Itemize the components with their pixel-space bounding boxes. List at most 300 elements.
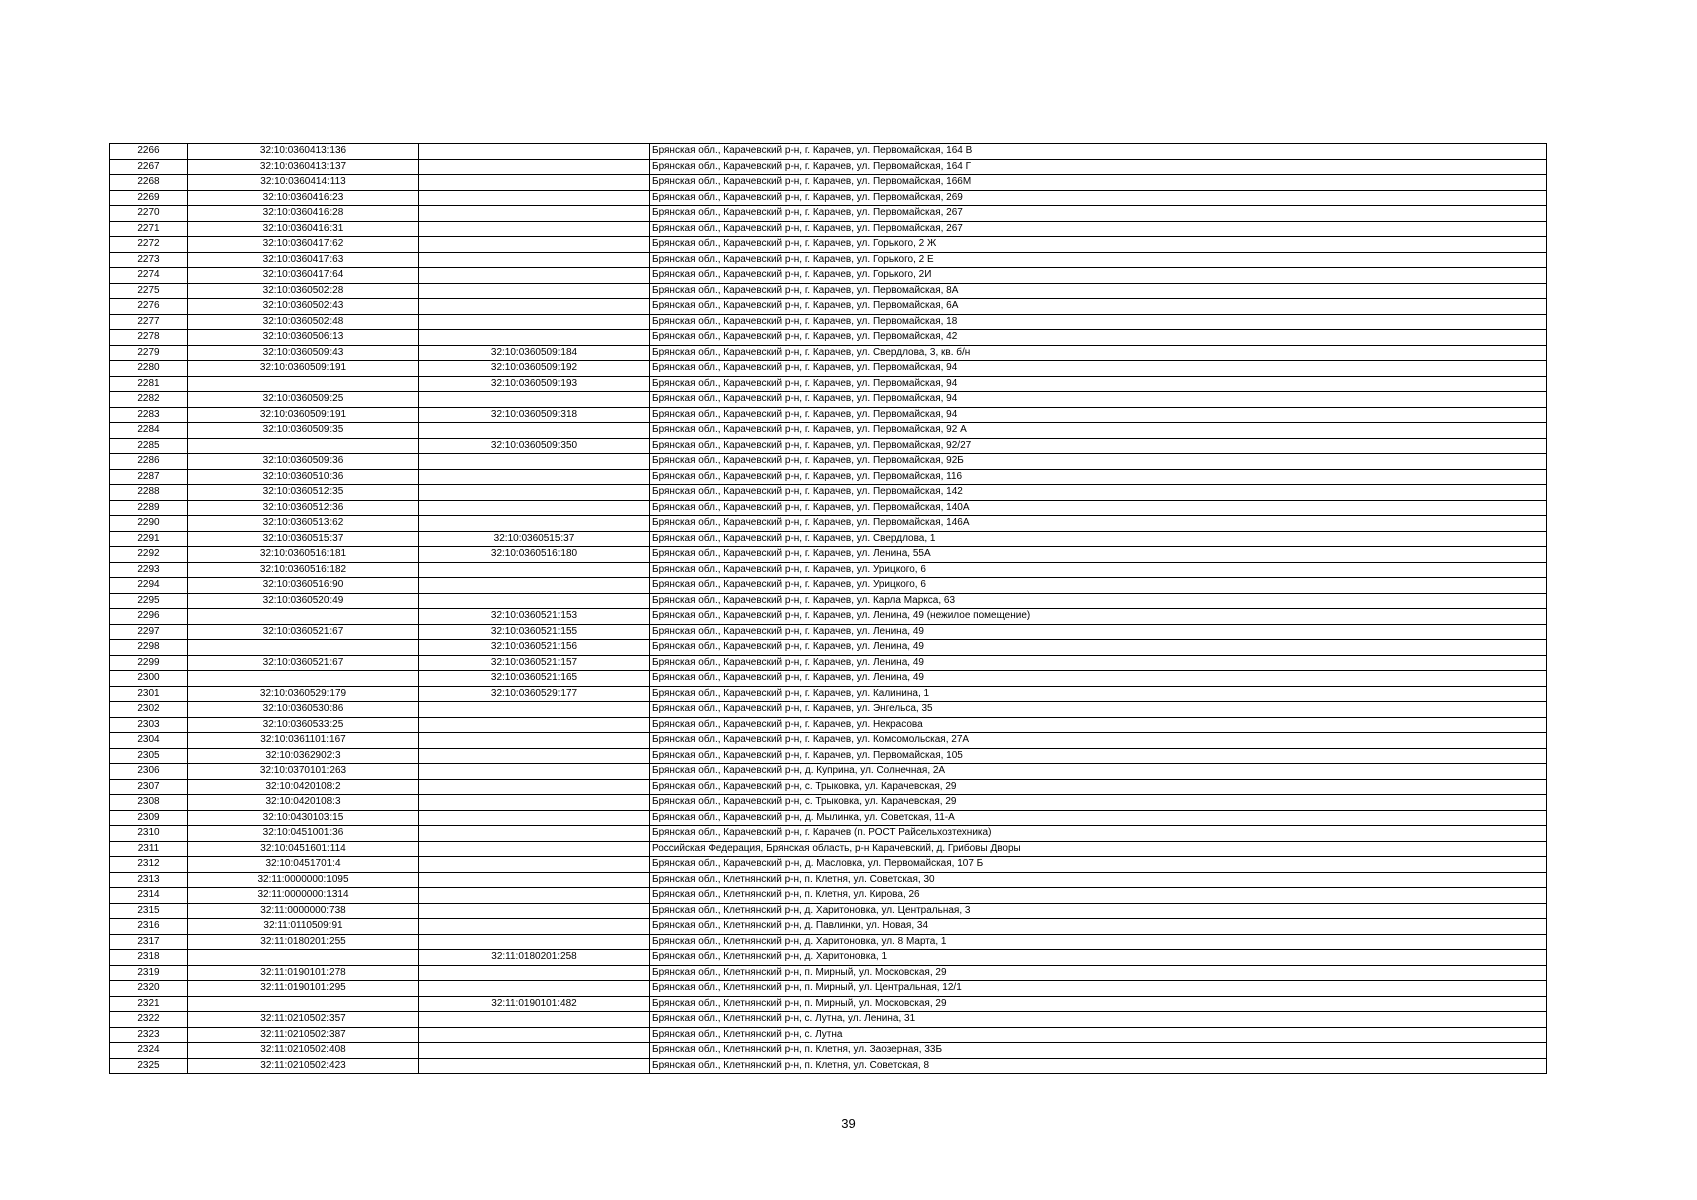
row-number-cell: 2293 bbox=[110, 562, 188, 578]
cadastral-number-cell: 32:11:0210502:408 bbox=[188, 1043, 419, 1059]
cadastral-number-cell: 32:10:0360414:113 bbox=[188, 175, 419, 191]
row-number-cell: 2321 bbox=[110, 996, 188, 1012]
cadastral-number-cell bbox=[188, 671, 419, 687]
row-number-cell: 2297 bbox=[110, 624, 188, 640]
table-row bbox=[110, 190, 1547, 206]
row-number-cell: 2282 bbox=[110, 392, 188, 408]
cadastral-number-cell: 32:11:0210502:423 bbox=[188, 1058, 419, 1074]
table-row bbox=[110, 345, 1547, 361]
table-row bbox=[110, 516, 1547, 532]
address-cell: Брянская обл., Клетнянский р-н, д. Харитоновка, ул. 8 Марта, 1 bbox=[650, 934, 1547, 950]
related-cadastral-number-cell bbox=[419, 144, 650, 160]
table-row bbox=[110, 221, 1547, 237]
row-number-cell: 2319 bbox=[110, 965, 188, 981]
cadastral-number-cell: 32:11:0110509:91 bbox=[188, 919, 419, 935]
row-number-cell: 2274 bbox=[110, 268, 188, 284]
row-number-cell: 2312 bbox=[110, 857, 188, 873]
address-cell: Брянская обл., Карачевский р-н, г. Карачев, ул. Урицкого, 6 bbox=[650, 562, 1547, 578]
table-row bbox=[110, 996, 1547, 1012]
row-number-cell: 2308 bbox=[110, 795, 188, 811]
row-number-cell: 2295 bbox=[110, 593, 188, 609]
table-row bbox=[110, 1027, 1547, 1043]
table-row bbox=[110, 981, 1547, 997]
related-cadastral-number-cell bbox=[419, 795, 650, 811]
row-number-cell: 2298 bbox=[110, 640, 188, 656]
table-row bbox=[110, 330, 1547, 346]
row-number-cell: 2322 bbox=[110, 1012, 188, 1028]
related-cadastral-number-cell bbox=[419, 500, 650, 516]
address-cell: Брянская обл., Карачевский р-н, г. Карачев, ул. Первомайская, 92/27 bbox=[650, 438, 1547, 454]
row-number-cell: 2313 bbox=[110, 872, 188, 888]
address-cell: Брянская обл., Клетнянский р-н, п. Клетня, ул. Советская, 30 bbox=[650, 872, 1547, 888]
table-row bbox=[110, 392, 1547, 408]
cadastral-number-cell: 32:10:0360502:43 bbox=[188, 299, 419, 315]
table-row bbox=[110, 500, 1547, 516]
related-cadastral-number-cell bbox=[419, 159, 650, 175]
address-cell: Брянская обл., Клетнянский р-н, д. Харитоновка, ул. Центральная, 3 bbox=[650, 903, 1547, 919]
related-cadastral-number-cell: 32:11:0190101:482 bbox=[419, 996, 650, 1012]
table-row bbox=[110, 593, 1547, 609]
table-row bbox=[110, 469, 1547, 485]
row-number-cell: 2280 bbox=[110, 361, 188, 377]
row-number-cell: 2309 bbox=[110, 810, 188, 826]
cadastral-number-cell: 32:10:0361101:167 bbox=[188, 733, 419, 749]
cadastral-number-cell bbox=[188, 376, 419, 392]
table-row bbox=[110, 144, 1547, 160]
address-cell: Брянская обл., Карачевский р-н, г. Карачев, ул. Первомайская, 269 bbox=[650, 190, 1547, 206]
row-number-cell: 2278 bbox=[110, 330, 188, 346]
table-row bbox=[110, 919, 1547, 935]
cadastral-number-cell: 32:10:0360502:28 bbox=[188, 283, 419, 299]
table-row bbox=[110, 283, 1547, 299]
cadastral-number-cell: 32:10:0360509:191 bbox=[188, 361, 419, 377]
address-cell: Брянская обл., Клетнянский р-н, д. Харитоновка, 1 bbox=[650, 950, 1547, 966]
related-cadastral-number-cell bbox=[419, 841, 650, 857]
table-row bbox=[110, 702, 1547, 718]
table-row bbox=[110, 965, 1547, 981]
related-cadastral-number-cell bbox=[419, 206, 650, 222]
row-number-cell: 2325 bbox=[110, 1058, 188, 1074]
related-cadastral-number-cell: 32:10:0360515:37 bbox=[419, 531, 650, 547]
related-cadastral-number-cell bbox=[419, 237, 650, 253]
cadastral-number-cell: 32:10:0451701:4 bbox=[188, 857, 419, 873]
cadastral-number-cell: 32:10:0360506:13 bbox=[188, 330, 419, 346]
cadastral-number-cell: 32:10:0360417:63 bbox=[188, 252, 419, 268]
table-row bbox=[110, 423, 1547, 439]
address-cell: Брянская обл., Клетнянский р-н, п. Клетня, ул. Заозерная, 33Б bbox=[650, 1043, 1547, 1059]
address-cell: Брянская обл., Карачевский р-н, г. Карачев, ул. Горького, 2 Е bbox=[650, 252, 1547, 268]
cadastral-number-cell: 32:10:0360509:191 bbox=[188, 407, 419, 423]
address-cell: Брянская обл., Карачевский р-н, г. Карачев, ул. Первомайская, 164 В bbox=[650, 144, 1547, 160]
row-number-cell: 2283 bbox=[110, 407, 188, 423]
address-cell: Брянская обл., Карачевский р-н, г. Карачев, ул. Первомайская, 116 bbox=[650, 469, 1547, 485]
related-cadastral-number-cell bbox=[419, 826, 650, 842]
cadastral-number-cell: 32:11:0190101:278 bbox=[188, 965, 419, 981]
related-cadastral-number-cell bbox=[419, 779, 650, 795]
table-row bbox=[110, 950, 1547, 966]
address-cell: Брянская обл., Карачевский р-н, г. Карачев, ул. Первомайская, 267 bbox=[650, 206, 1547, 222]
address-cell: Брянская обл., Карачевский р-н, г. Карачев, ул. Ленина, 49 bbox=[650, 624, 1547, 640]
table-row bbox=[110, 299, 1547, 315]
cadastral-number-cell: 32:10:0360509:25 bbox=[188, 392, 419, 408]
address-cell: Брянская обл., Карачевский р-н, г. Карачев, ул. Первомайская, 94 bbox=[650, 361, 1547, 377]
cadastral-number-cell: 32:10:0360516:90 bbox=[188, 578, 419, 594]
table-row bbox=[110, 1058, 1547, 1074]
row-number-cell: 2315 bbox=[110, 903, 188, 919]
table-row bbox=[110, 531, 1547, 547]
address-cell: Брянская обл., Карачевский р-н, д. Куприна, ул. Солнечная, 2А bbox=[650, 764, 1547, 780]
row-number-cell: 2300 bbox=[110, 671, 188, 687]
related-cadastral-number-cell: 32:10:0360521:153 bbox=[419, 609, 650, 625]
row-number-cell: 2318 bbox=[110, 950, 188, 966]
cadastral-number-cell: 32:10:0430103:15 bbox=[188, 810, 419, 826]
row-number-cell: 2307 bbox=[110, 779, 188, 795]
row-number-cell: 2294 bbox=[110, 578, 188, 594]
address-cell: Брянская обл., Карачевский р-н, г. Карачев, ул. Первомайская, 142 bbox=[650, 485, 1547, 501]
row-number-cell: 2286 bbox=[110, 454, 188, 470]
cadastral-number-cell: 32:11:0000000:738 bbox=[188, 903, 419, 919]
table-row bbox=[110, 733, 1547, 749]
cadastral-number-cell: 32:10:0360521:67 bbox=[188, 624, 419, 640]
related-cadastral-number-cell bbox=[419, 221, 650, 237]
cadastral-number-cell: 32:10:0362902:3 bbox=[188, 748, 419, 764]
cadastral-number-cell: 32:11:0000000:1314 bbox=[188, 888, 419, 904]
related-cadastral-number-cell: 32:10:0360516:180 bbox=[419, 547, 650, 563]
address-cell: Брянская обл., Клетнянский р-н, п. Клетня, ул. Кирова, 26 bbox=[650, 888, 1547, 904]
related-cadastral-number-cell bbox=[419, 283, 650, 299]
row-number-cell: 2292 bbox=[110, 547, 188, 563]
table-row bbox=[110, 624, 1547, 640]
related-cadastral-number-cell: 32:10:0360521:165 bbox=[419, 671, 650, 687]
table-row bbox=[110, 407, 1547, 423]
table-row bbox=[110, 1012, 1547, 1028]
row-number-cell: 2324 bbox=[110, 1043, 188, 1059]
row-number-cell: 2314 bbox=[110, 888, 188, 904]
address-cell: Брянская обл., Карачевский р-н, г. Карачев, ул. Некрасова bbox=[650, 717, 1547, 733]
cadastral-number-cell: 32:11:0000000:1095 bbox=[188, 872, 419, 888]
table-row bbox=[110, 609, 1547, 625]
row-number-cell: 2270 bbox=[110, 206, 188, 222]
cadastral-number-cell: 32:10:0360513:62 bbox=[188, 516, 419, 532]
table-row bbox=[110, 888, 1547, 904]
address-cell: Брянская обл., Карачевский р-н, г. Карачев, ул. Первомайская, 42 bbox=[650, 330, 1547, 346]
address-cell: Брянская обл., Карачевский р-н, г. Карачев (п. РОСТ Райсельхозтехника) bbox=[650, 826, 1547, 842]
table-row bbox=[110, 934, 1547, 950]
cadastral-number-cell: 32:11:0180201:255 bbox=[188, 934, 419, 950]
address-cell: Брянская обл., Карачевский р-н, г. Карачев, ул. Ленина, 49 bbox=[650, 671, 1547, 687]
row-number-cell: 2323 bbox=[110, 1027, 188, 1043]
cadastral-number-cell: 32:10:0360512:35 bbox=[188, 485, 419, 501]
related-cadastral-number-cell bbox=[419, 748, 650, 764]
related-cadastral-number-cell bbox=[419, 516, 650, 532]
row-number-cell: 2316 bbox=[110, 919, 188, 935]
address-cell: Брянская обл., Карачевский р-н, г. Карачев, ул. Первомайская, 6А bbox=[650, 299, 1547, 315]
related-cadastral-number-cell bbox=[419, 578, 650, 594]
related-cadastral-number-cell bbox=[419, 299, 650, 315]
address-cell: Брянская обл., Карачевский р-н, г. Карачев, ул. Свердлова, 3, кв. б/н bbox=[650, 345, 1547, 361]
address-cell: Брянская обл., Карачевский р-н, г. Карачев, ул. Первомайская, 94 bbox=[650, 392, 1547, 408]
row-number-cell: 2281 bbox=[110, 376, 188, 392]
address-cell: Брянская обл., Карачевский р-н, с. Трыковка, ул. Карачевская, 29 bbox=[650, 779, 1547, 795]
related-cadastral-number-cell bbox=[419, 733, 650, 749]
cadastral-number-cell: 32:10:0360502:48 bbox=[188, 314, 419, 330]
cadastral-number-cell: 32:10:0360417:64 bbox=[188, 268, 419, 284]
row-number-cell: 2284 bbox=[110, 423, 188, 439]
table-row bbox=[110, 640, 1547, 656]
row-number-cell: 2272 bbox=[110, 237, 188, 253]
address-cell: Брянская обл., Карачевский р-н, г. Карачев, ул. Энгельса, 35 bbox=[650, 702, 1547, 718]
table-row bbox=[110, 903, 1547, 919]
address-cell: Брянская обл., Карачевский р-н, д. Мылинка, ул. Советская, 11-А bbox=[650, 810, 1547, 826]
row-number-cell: 2296 bbox=[110, 609, 188, 625]
related-cadastral-number-cell bbox=[419, 268, 650, 284]
related-cadastral-number-cell bbox=[419, 810, 650, 826]
row-number-cell: 2287 bbox=[110, 469, 188, 485]
cadastral-number-cell: 32:10:0360530:86 bbox=[188, 702, 419, 718]
row-number-cell: 2268 bbox=[110, 175, 188, 191]
table-row bbox=[110, 764, 1547, 780]
row-number-cell: 2279 bbox=[110, 345, 188, 361]
address-cell: Брянская обл., Карачевский р-н, д. Масловка, ул. Первомайская, 107 Б bbox=[650, 857, 1547, 873]
related-cadastral-number-cell: 32:10:0360509:318 bbox=[419, 407, 650, 423]
row-number-cell: 2273 bbox=[110, 252, 188, 268]
address-cell: Брянская обл., Карачевский р-н, г. Карачев, ул. Свердлова, 1 bbox=[650, 531, 1547, 547]
registry-table bbox=[109, 143, 1547, 1074]
related-cadastral-number-cell bbox=[419, 903, 650, 919]
cadastral-number-cell bbox=[188, 609, 419, 625]
table-row bbox=[110, 376, 1547, 392]
related-cadastral-number-cell bbox=[419, 423, 650, 439]
page-number: 39 bbox=[841, 1116, 856, 1131]
row-number-cell: 2304 bbox=[110, 733, 188, 749]
address-cell: Брянская обл., Карачевский р-н, г. Карачев, ул. Горького, 2И bbox=[650, 268, 1547, 284]
row-number-cell: 2276 bbox=[110, 299, 188, 315]
cadastral-number-cell: 32:10:0360509:43 bbox=[188, 345, 419, 361]
related-cadastral-number-cell bbox=[419, 717, 650, 733]
address-cell: Брянская обл., Карачевский р-н, г. Карачев, ул. Первомайская, 8А bbox=[650, 283, 1547, 299]
table-row bbox=[110, 438, 1547, 454]
row-number-cell: 2266 bbox=[110, 144, 188, 160]
related-cadastral-number-cell bbox=[419, 562, 650, 578]
row-number-cell: 2303 bbox=[110, 717, 188, 733]
related-cadastral-number-cell: 32:10:0360509:192 bbox=[419, 361, 650, 377]
cadastral-number-cell: 32:10:0360413:136 bbox=[188, 144, 419, 160]
cadastral-number-cell: 32:10:0360509:36 bbox=[188, 454, 419, 470]
cadastral-number-cell: 32:11:0210502:357 bbox=[188, 1012, 419, 1028]
address-cell: Брянская обл., Клетнянский р-н, с. Лутна bbox=[650, 1027, 1547, 1043]
row-number-cell: 2291 bbox=[110, 531, 188, 547]
table-row bbox=[110, 454, 1547, 470]
address-cell: Брянская обл., Клетнянский р-н, с. Лутна, ул. Ленина, 31 bbox=[650, 1012, 1547, 1028]
cadastral-number-cell: 32:10:0420108:2 bbox=[188, 779, 419, 795]
related-cadastral-number-cell bbox=[419, 981, 650, 997]
related-cadastral-number-cell bbox=[419, 593, 650, 609]
cadastral-number-cell bbox=[188, 438, 419, 454]
row-number-cell: 2290 bbox=[110, 516, 188, 532]
address-cell: Брянская обл., Карачевский р-н, г. Карачев, ул. Первомайская, 146А bbox=[650, 516, 1547, 532]
cadastral-number-cell: 32:11:0210502:387 bbox=[188, 1027, 419, 1043]
cadastral-number-cell: 32:10:0370101:263 bbox=[188, 764, 419, 780]
registry-table-container bbox=[109, 143, 1547, 1074]
related-cadastral-number-cell bbox=[419, 888, 650, 904]
cadastral-number-cell: 32:10:0360529:179 bbox=[188, 686, 419, 702]
related-cadastral-number-cell: 32:10:0360521:155 bbox=[419, 624, 650, 640]
related-cadastral-number-cell bbox=[419, 1058, 650, 1074]
related-cadastral-number-cell: 32:10:0360521:157 bbox=[419, 655, 650, 671]
related-cadastral-number-cell bbox=[419, 764, 650, 780]
row-number-cell: 2310 bbox=[110, 826, 188, 842]
cadastral-number-cell: 32:10:0360416:28 bbox=[188, 206, 419, 222]
related-cadastral-number-cell bbox=[419, 469, 650, 485]
related-cadastral-number-cell: 32:11:0180201:258 bbox=[419, 950, 650, 966]
row-number-cell: 2306 bbox=[110, 764, 188, 780]
table-row bbox=[110, 159, 1547, 175]
table-row bbox=[110, 485, 1547, 501]
table-row bbox=[110, 237, 1547, 253]
cadastral-number-cell bbox=[188, 950, 419, 966]
address-cell: Брянская обл., Клетнянский р-н, п. Клетня, ул. Советская, 8 bbox=[650, 1058, 1547, 1074]
table-row bbox=[110, 655, 1547, 671]
cadastral-number-cell: 32:10:0360417:62 bbox=[188, 237, 419, 253]
cadastral-number-cell: 32:10:0360533:25 bbox=[188, 717, 419, 733]
row-number-cell: 2317 bbox=[110, 934, 188, 950]
related-cadastral-number-cell bbox=[419, 934, 650, 950]
table-row bbox=[110, 175, 1547, 191]
related-cadastral-number-cell bbox=[419, 1043, 650, 1059]
row-number-cell: 2289 bbox=[110, 500, 188, 516]
table-row bbox=[110, 872, 1547, 888]
cadastral-number-cell: 32:10:0360520:49 bbox=[188, 593, 419, 609]
table-row bbox=[110, 578, 1547, 594]
related-cadastral-number-cell bbox=[419, 190, 650, 206]
address-cell: Брянская обл., Карачевский р-н, г. Карачев, ул. Ленина, 49 (нежилое помещение) bbox=[650, 609, 1547, 625]
table-row bbox=[110, 252, 1547, 268]
row-number-cell: 2302 bbox=[110, 702, 188, 718]
cadastral-number-cell: 32:10:0360416:23 bbox=[188, 190, 419, 206]
cadastral-number-cell: 32:10:0451601:114 bbox=[188, 841, 419, 857]
address-cell: Российская Федерация, Брянская область, р-н Карачевский, д. Грибовы Дворы bbox=[650, 841, 1547, 857]
related-cadastral-number-cell: 32:10:0360509:193 bbox=[419, 376, 650, 392]
related-cadastral-number-cell: 32:10:0360509:350 bbox=[419, 438, 650, 454]
related-cadastral-number-cell: 32:10:0360509:184 bbox=[419, 345, 650, 361]
address-cell: Брянская обл., Карачевский р-н, г. Карачев, ул. Первомайская, 105 bbox=[650, 748, 1547, 764]
address-cell: Брянская обл., Карачевский р-н, г. Карачев, ул. Карла Маркса, 63 bbox=[650, 593, 1547, 609]
address-cell: Брянская обл., Карачевский р-н, г. Карачев, ул. Первомайская, 94 bbox=[650, 376, 1547, 392]
address-cell: Брянская обл., Карачевский р-н, г. Карачев, ул. Первомайская, 140А bbox=[650, 500, 1547, 516]
row-number-cell: 2305 bbox=[110, 748, 188, 764]
address-cell: Брянская обл., Карачевский р-н, г. Карачев, ул. Первомайская, 92 А bbox=[650, 423, 1547, 439]
table-row bbox=[110, 826, 1547, 842]
cadastral-number-cell: 32:10:0360512:36 bbox=[188, 500, 419, 516]
row-number-cell: 2299 bbox=[110, 655, 188, 671]
related-cadastral-number-cell bbox=[419, 330, 650, 346]
row-number-cell: 2271 bbox=[110, 221, 188, 237]
row-number-cell: 2320 bbox=[110, 981, 188, 997]
address-cell: Брянская обл., Карачевский р-н, г. Карачев, ул. Первомайская, 18 bbox=[650, 314, 1547, 330]
related-cadastral-number-cell bbox=[419, 252, 650, 268]
row-number-cell: 2269 bbox=[110, 190, 188, 206]
cadastral-number-cell: 32:11:0190101:295 bbox=[188, 981, 419, 997]
address-cell: Брянская обл., Клетнянский р-н, п. Мирный, ул. Московская, 29 bbox=[650, 996, 1547, 1012]
table-row bbox=[110, 841, 1547, 857]
table-row bbox=[110, 810, 1547, 826]
address-cell: Брянская обл., Клетнянский р-н, п. Мирный, ул. Центральная, 12/1 bbox=[650, 981, 1547, 997]
related-cadastral-number-cell bbox=[419, 314, 650, 330]
address-cell: Брянская обл., Клетнянский р-н, д. Павлинки, ул. Новая, 34 bbox=[650, 919, 1547, 935]
table-row bbox=[110, 206, 1547, 222]
cadastral-number-cell: 32:10:0360516:181 bbox=[188, 547, 419, 563]
cadastral-number-cell: 32:10:0360416:31 bbox=[188, 221, 419, 237]
cadastral-number-cell bbox=[188, 640, 419, 656]
table-row bbox=[110, 779, 1547, 795]
address-cell: Брянская обл., Карачевский р-н, г. Карачев, ул. Горького, 2 Ж bbox=[650, 237, 1547, 253]
row-number-cell: 2275 bbox=[110, 283, 188, 299]
cadastral-number-cell: 32:10:0360413:137 bbox=[188, 159, 419, 175]
cadastral-number-cell: 32:10:0360509:35 bbox=[188, 423, 419, 439]
table-row bbox=[110, 268, 1547, 284]
related-cadastral-number-cell: 32:10:0360529:177 bbox=[419, 686, 650, 702]
address-cell: Брянская обл., Клетнянский р-н, п. Мирный, ул. Московская, 29 bbox=[650, 965, 1547, 981]
table-row bbox=[110, 717, 1547, 733]
address-cell: Брянская обл., Карачевский р-н, г. Карачев, ул. Калинина, 1 bbox=[650, 686, 1547, 702]
row-number-cell: 2288 bbox=[110, 485, 188, 501]
table-row bbox=[110, 562, 1547, 578]
row-number-cell: 2311 bbox=[110, 841, 188, 857]
table-row bbox=[110, 795, 1547, 811]
table-row bbox=[110, 314, 1547, 330]
cadastral-number-cell: 32:10:0360510:36 bbox=[188, 469, 419, 485]
related-cadastral-number-cell bbox=[419, 872, 650, 888]
related-cadastral-number-cell bbox=[419, 965, 650, 981]
related-cadastral-number-cell bbox=[419, 702, 650, 718]
table-row bbox=[110, 671, 1547, 687]
related-cadastral-number-cell bbox=[419, 1027, 650, 1043]
address-cell: Брянская обл., Карачевский р-н, с. Трыковка, ул. Карачевская, 29 bbox=[650, 795, 1547, 811]
cadastral-number-cell: 32:10:0420108:3 bbox=[188, 795, 419, 811]
address-cell: Брянская обл., Карачевский р-н, г. Карачев, ул. Комсомольская, 27А bbox=[650, 733, 1547, 749]
address-cell: Брянская обл., Карачевский р-н, г. Карачев, ул. Первомайская, 164 Г bbox=[650, 159, 1547, 175]
related-cadastral-number-cell bbox=[419, 485, 650, 501]
address-cell: Брянская обл., Карачевский р-н, г. Карачев, ул. Ленина, 55А bbox=[650, 547, 1547, 563]
related-cadastral-number-cell bbox=[419, 392, 650, 408]
cadastral-number-cell: 32:10:0360515:37 bbox=[188, 531, 419, 547]
registry-table-body bbox=[110, 144, 1547, 1074]
address-cell: Брянская обл., Карачевский р-н, г. Карачев, ул. Первомайская, 166М bbox=[650, 175, 1547, 191]
row-number-cell: 2277 bbox=[110, 314, 188, 330]
related-cadastral-number-cell bbox=[419, 857, 650, 873]
table-row bbox=[110, 748, 1547, 764]
address-cell: Брянская обл., Карачевский р-н, г. Карачев, ул. Первомайская, 92Б bbox=[650, 454, 1547, 470]
related-cadastral-number-cell bbox=[419, 1012, 650, 1028]
table-row bbox=[110, 857, 1547, 873]
cadastral-number-cell: 32:10:0360521:67 bbox=[188, 655, 419, 671]
address-cell: Брянская обл., Карачевский р-н, г. Карачев, ул. Ленина, 49 bbox=[650, 655, 1547, 671]
cadastral-number-cell bbox=[188, 996, 419, 1012]
address-cell: Брянская обл., Карачевский р-н, г. Карачев, ул. Первомайская, 267 bbox=[650, 221, 1547, 237]
row-number-cell: 2301 bbox=[110, 686, 188, 702]
row-number-cell: 2267 bbox=[110, 159, 188, 175]
table-row bbox=[110, 547, 1547, 563]
related-cadastral-number-cell: 32:10:0360521:156 bbox=[419, 640, 650, 656]
row-number-cell: 2285 bbox=[110, 438, 188, 454]
related-cadastral-number-cell bbox=[419, 919, 650, 935]
table-row bbox=[110, 1043, 1547, 1059]
related-cadastral-number-cell bbox=[419, 454, 650, 470]
address-cell: Брянская обл., Карачевский р-н, г. Карачев, ул. Ленина, 49 bbox=[650, 640, 1547, 656]
address-cell: Брянская обл., Карачевский р-н, г. Карачев, ул. Первомайская, 94 bbox=[650, 407, 1547, 423]
cadastral-number-cell: 32:10:0451001:36 bbox=[188, 826, 419, 842]
related-cadastral-number-cell bbox=[419, 175, 650, 191]
